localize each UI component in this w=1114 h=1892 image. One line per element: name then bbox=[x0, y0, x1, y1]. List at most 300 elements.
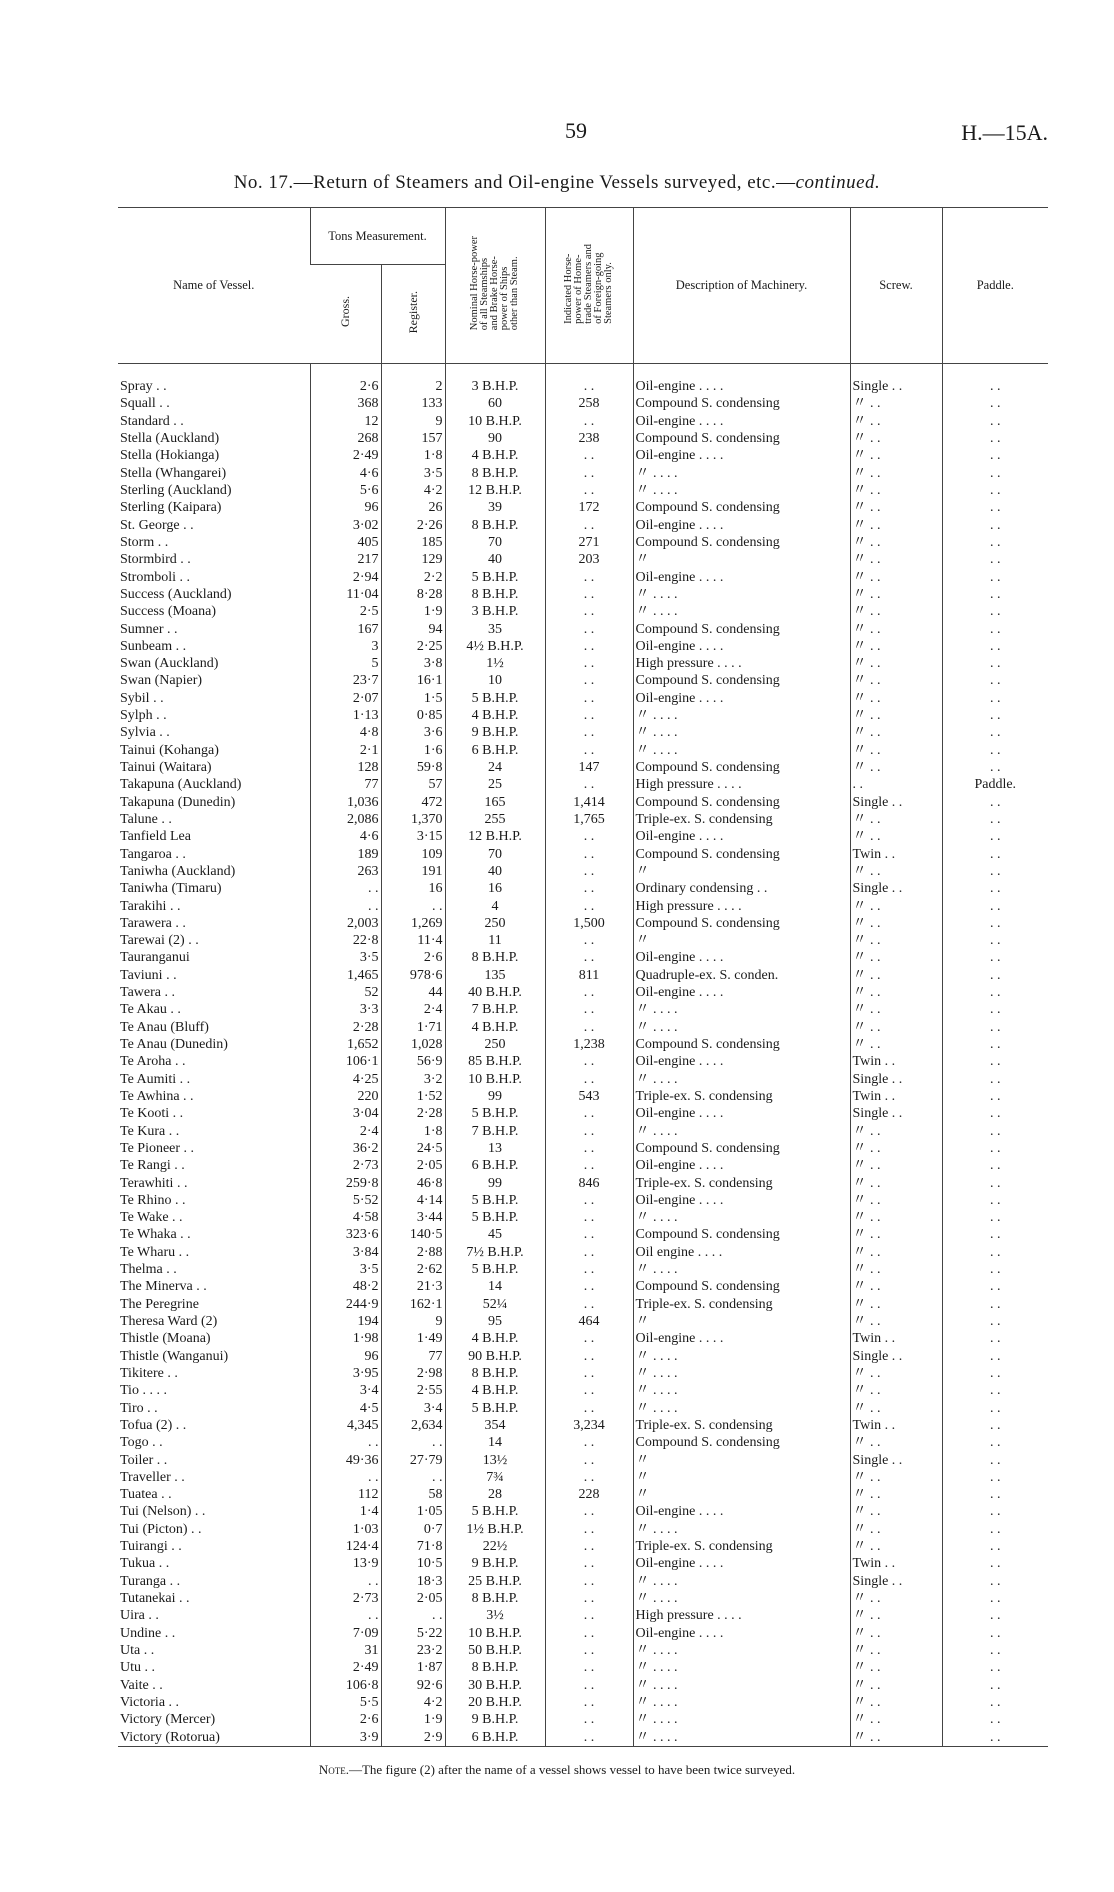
vessel-name-cell: Takapuna (Auckland) bbox=[120, 777, 242, 793]
paddle-cell: . . bbox=[942, 863, 1048, 880]
indicated-hp-cell: . . bbox=[545, 984, 633, 1001]
gross-cell: 3·04 bbox=[310, 1105, 381, 1122]
table-row bbox=[118, 1486, 1048, 1503]
gross-cell: 1,465 bbox=[310, 967, 381, 984]
paddle-cell: . . bbox=[942, 1607, 1048, 1624]
column-header-register-text: Register. bbox=[405, 290, 420, 334]
table-row bbox=[118, 430, 1048, 447]
screw-cell: 〃 . . bbox=[850, 742, 942, 759]
paddle-cell: . . bbox=[942, 620, 1048, 637]
indicated-hp-cell: . . bbox=[545, 1261, 633, 1278]
machinery-cell: Triple-ex. S. condensing bbox=[633, 1538, 850, 1555]
steamer-return-table bbox=[118, 207, 1048, 1747]
table-row bbox=[118, 863, 1048, 880]
gross-cell: 12 bbox=[310, 413, 381, 430]
gross-cell: 96 bbox=[310, 1348, 381, 1365]
nominal-hp-cell: 25 bbox=[445, 776, 545, 793]
gross-cell: 4·5 bbox=[310, 1399, 381, 1416]
register-cell: 140·5 bbox=[381, 1226, 445, 1243]
register-cell: 4·14 bbox=[381, 1192, 445, 1209]
vessel-name-cell: The Minerva . . bbox=[120, 1279, 207, 1295]
paddle-cell: . . bbox=[942, 1538, 1048, 1555]
paddle-cell: . . bbox=[942, 949, 1048, 966]
screw-cell: Twin . . bbox=[850, 1417, 942, 1434]
screw-cell: 〃 . . bbox=[850, 1711, 942, 1728]
register-cell: 27·79 bbox=[381, 1451, 445, 1468]
nominal-hp-cell: 60 bbox=[445, 395, 545, 412]
vessel-name-cell: Talune . . bbox=[120, 811, 172, 827]
register-cell: 11·4 bbox=[381, 932, 445, 949]
gross-cell: 2·07 bbox=[310, 690, 381, 707]
vessel-name-cell: Takapuna (Dunedin) bbox=[120, 794, 236, 810]
machinery-cell: Oil-engine . . . . bbox=[633, 1625, 850, 1642]
paddle-cell: . . bbox=[942, 1313, 1048, 1330]
gross-cell: 259·8 bbox=[310, 1174, 381, 1191]
vessel-name-cell: Sterling (Auckland) bbox=[120, 483, 232, 499]
paddle-cell: . . bbox=[942, 984, 1048, 1001]
nominal-hp-cell: 95 bbox=[445, 1313, 545, 1330]
gross-cell: 2·4 bbox=[310, 1122, 381, 1139]
vessel-name-cell: Te Rhino . . bbox=[120, 1192, 186, 1208]
machinery-cell: Ordinary condensing . . bbox=[633, 880, 850, 897]
nominal-hp-cell: 8 B.H.P. bbox=[445, 949, 545, 966]
table-row bbox=[118, 395, 1048, 412]
register-cell: 0·85 bbox=[381, 707, 445, 724]
nominal-hp-cell: 5 B.H.P. bbox=[445, 1105, 545, 1122]
indicated-hp-cell: . . bbox=[545, 880, 633, 897]
gross-cell: 4·8 bbox=[310, 724, 381, 741]
table-row bbox=[118, 828, 1048, 845]
paddle-cell: . . bbox=[942, 880, 1048, 897]
screw-cell: 〃 . . bbox=[850, 568, 942, 585]
table-row bbox=[118, 1105, 1048, 1122]
screw-cell: 〃 . . bbox=[850, 413, 942, 430]
machinery-cell: Compound S. condensing bbox=[633, 845, 850, 862]
table-title-continued: continued. bbox=[795, 172, 881, 193]
register-cell: 1·9 bbox=[381, 603, 445, 620]
paddle-cell: . . bbox=[942, 551, 1048, 568]
indicated-hp-cell: . . bbox=[545, 707, 633, 724]
nominal-hp-cell: 4 B.H.P. bbox=[445, 1382, 545, 1399]
vessel-name-cell: The Peregrine bbox=[120, 1296, 199, 1312]
screw-cell: 〃 . . bbox=[850, 984, 942, 1001]
gross-cell: 4·6 bbox=[310, 465, 381, 482]
paddle-cell: . . bbox=[942, 828, 1048, 845]
vessel-name-cell: Togo . . bbox=[120, 1435, 163, 1451]
register-cell: 1·8 bbox=[381, 447, 445, 464]
vessel-name-cell: Victory (Rotorua) bbox=[118, 1728, 310, 1746]
gross-cell: 11·04 bbox=[310, 586, 381, 603]
screw-cell: 〃 . . bbox=[850, 690, 942, 707]
nominal-hp-cell: 11 bbox=[445, 932, 545, 949]
vessel-name-cell: Theresa Ward (2) bbox=[120, 1314, 218, 1330]
vessel-name-cell: Taviuni . . bbox=[120, 967, 177, 983]
register-cell: 1·5 bbox=[381, 690, 445, 707]
gross-cell: 1·13 bbox=[310, 707, 381, 724]
register-cell: 2·05 bbox=[381, 1590, 445, 1607]
register-cell: 1·8 bbox=[381, 1122, 445, 1139]
machinery-cell: Compound S. condensing bbox=[633, 759, 850, 776]
register-cell: 2·28 bbox=[381, 1105, 445, 1122]
nominal-hp-cell: 90 bbox=[445, 430, 545, 447]
gross-cell: 3·5 bbox=[310, 949, 381, 966]
table-row bbox=[118, 1642, 1048, 1659]
table-row bbox=[118, 447, 1048, 464]
paddle-cell: . . bbox=[942, 742, 1048, 759]
page-number: 59 bbox=[565, 118, 587, 143]
screw-cell: 〃 . . bbox=[850, 1503, 942, 1520]
screw-cell: 〃 . . bbox=[850, 1001, 942, 1018]
register-cell: 9 bbox=[381, 1313, 445, 1330]
table-row bbox=[118, 1555, 1048, 1572]
register-cell: 162·1 bbox=[381, 1296, 445, 1313]
screw-cell: 〃 . . bbox=[850, 465, 942, 482]
indicated-hp-cell: . . bbox=[545, 776, 633, 793]
paddle-cell: . . bbox=[942, 759, 1048, 776]
paddle-cell: . . bbox=[942, 1694, 1048, 1711]
gross-cell: 3·5 bbox=[310, 1261, 381, 1278]
indicated-hp-cell: . . bbox=[545, 1625, 633, 1642]
indicated-hp-cell: . . bbox=[545, 1192, 633, 1209]
paddle-cell: . . bbox=[942, 672, 1048, 689]
screw-cell: 〃 . . bbox=[850, 1365, 942, 1382]
table-row bbox=[118, 1434, 1048, 1451]
gross-cell: 96 bbox=[310, 499, 381, 516]
indicated-hp-cell: . . bbox=[545, 1105, 633, 1122]
table-row bbox=[118, 364, 1048, 396]
table-row bbox=[118, 1538, 1048, 1555]
register-cell: 57 bbox=[381, 776, 445, 793]
table-row bbox=[118, 1278, 1048, 1295]
paddle-cell: . . bbox=[942, 1417, 1048, 1434]
register-cell: . . bbox=[381, 897, 445, 914]
column-header-nominal-text: Nominal Horse-power of all Steamships and Brake Horse- power of Ships other than Steam. bbox=[469, 236, 521, 331]
gross-cell: . . bbox=[310, 1573, 381, 1590]
indicated-hp-cell: . . bbox=[545, 447, 633, 464]
table-row bbox=[118, 1088, 1048, 1105]
indicated-hp-cell: 464 bbox=[545, 1313, 633, 1330]
vessel-name-cell: Sylvia . . bbox=[120, 725, 170, 741]
machinery-cell: Compound S. condensing bbox=[633, 534, 850, 551]
machinery-cell: Oil-engine . . . . bbox=[633, 1053, 850, 1070]
indicated-hp-cell: . . bbox=[545, 1296, 633, 1313]
register-cell: 133 bbox=[381, 395, 445, 412]
nominal-hp-cell: 40 bbox=[445, 863, 545, 880]
machinery-cell: Triple-ex. S. condensing bbox=[633, 811, 850, 828]
indicated-hp-cell: . . bbox=[545, 1573, 633, 1590]
indicated-hp-cell: . . bbox=[545, 1694, 633, 1711]
table-row bbox=[118, 690, 1048, 707]
gross-cell: 4·6 bbox=[310, 828, 381, 845]
table-row bbox=[118, 620, 1048, 637]
screw-cell: 〃 . . bbox=[850, 1261, 942, 1278]
paddle-cell: . . bbox=[942, 1451, 1048, 1468]
table-row bbox=[118, 1122, 1048, 1139]
nominal-hp-cell: 6 B.H.P. bbox=[445, 1728, 545, 1746]
table-row bbox=[118, 794, 1048, 811]
screw-cell: 〃 . . bbox=[850, 1019, 942, 1036]
screw-cell: Twin . . bbox=[850, 1555, 942, 1572]
indicated-hp-cell: . . bbox=[545, 1711, 633, 1728]
paddle-cell: . . bbox=[942, 1348, 1048, 1365]
machinery-cell: 〃 . . . . bbox=[633, 707, 850, 724]
nominal-hp-cell: 20 B.H.P. bbox=[445, 1694, 545, 1711]
machinery-cell: Oil-engine . . . . bbox=[633, 1105, 850, 1122]
table-row bbox=[118, 1192, 1048, 1209]
machinery-cell: Oil-engine . . . . bbox=[633, 828, 850, 845]
register-cell: . . bbox=[381, 1607, 445, 1624]
register-cell: 2,634 bbox=[381, 1417, 445, 1434]
nominal-hp-cell: 4 bbox=[445, 897, 545, 914]
screw-cell: 〃 . . bbox=[850, 551, 942, 568]
paddle-cell: . . bbox=[942, 1001, 1048, 1018]
vessel-name-cell: Tofua (2) . . bbox=[120, 1417, 187, 1433]
vessel-name-cell: Sunbeam . . bbox=[120, 638, 187, 654]
paddle-cell: . . bbox=[942, 586, 1048, 603]
table-row bbox=[118, 1469, 1048, 1486]
machinery-cell: Compound S. condensing bbox=[633, 1278, 850, 1295]
gross-cell: 2·73 bbox=[310, 1590, 381, 1607]
table-row bbox=[118, 1451, 1048, 1468]
indicated-hp-cell: . . bbox=[545, 863, 633, 880]
machinery-cell: 〃 . . . . bbox=[633, 465, 850, 482]
nominal-hp-cell: 13½ bbox=[445, 1451, 545, 1468]
screw-cell: 〃 . . bbox=[850, 1486, 942, 1503]
screw-cell: 〃 . . bbox=[850, 482, 942, 499]
screw-cell: 〃 . . bbox=[850, 1313, 942, 1330]
indicated-hp-cell: . . bbox=[545, 1226, 633, 1243]
vessel-name-cell: Thistle (Wanganui) bbox=[120, 1348, 229, 1364]
indicated-hp-cell: . . bbox=[545, 949, 633, 966]
table-row bbox=[118, 1296, 1048, 1313]
indicated-hp-cell: . . bbox=[545, 1001, 633, 1018]
gross-cell: 1,036 bbox=[310, 794, 381, 811]
register-cell: 18·3 bbox=[381, 1573, 445, 1590]
vessel-name-cell: Tarewai (2) . . bbox=[120, 933, 199, 949]
table-row bbox=[118, 1503, 1048, 1520]
machinery-cell: Triple-ex. S. condensing bbox=[633, 1417, 850, 1434]
register-cell: 3·15 bbox=[381, 828, 445, 845]
footnote-label: Note. bbox=[318, 1762, 349, 1777]
table-row bbox=[118, 1694, 1048, 1711]
screw-cell: 〃 . . bbox=[850, 1140, 942, 1157]
nominal-hp-cell: 10 B.H.P. bbox=[445, 1071, 545, 1088]
gross-cell: 5·5 bbox=[310, 1694, 381, 1711]
indicated-hp-cell: . . bbox=[545, 1434, 633, 1451]
nominal-hp-cell: 12 B.H.P. bbox=[445, 828, 545, 845]
indicated-hp-cell: . . bbox=[545, 1676, 633, 1693]
gross-cell: 3·95 bbox=[310, 1365, 381, 1382]
table-row bbox=[118, 1140, 1048, 1157]
gross-cell: 128 bbox=[310, 759, 381, 776]
table-row bbox=[118, 1382, 1048, 1399]
nominal-hp-cell: 3 B.H.P. bbox=[445, 364, 545, 396]
screw-cell: 〃 . . bbox=[850, 949, 942, 966]
table-row bbox=[118, 1348, 1048, 1365]
paddle-cell: . . bbox=[942, 1036, 1048, 1053]
register-cell: 77 bbox=[381, 1348, 445, 1365]
screw-cell: . . bbox=[850, 776, 942, 793]
table-row bbox=[118, 1071, 1048, 1088]
vessel-name-cell: Tiro . . bbox=[120, 1400, 158, 1416]
indicated-hp-cell: . . bbox=[545, 828, 633, 845]
table-row bbox=[118, 724, 1048, 741]
register-cell: 1·05 bbox=[381, 1503, 445, 1520]
indicated-hp-cell: . . bbox=[545, 1053, 633, 1070]
table-row bbox=[118, 1573, 1048, 1590]
gross-cell: 220 bbox=[310, 1088, 381, 1105]
indicated-hp-cell: . . bbox=[545, 1330, 633, 1347]
vessel-name-cell: Vaite . . bbox=[120, 1677, 163, 1693]
register-cell: 10·5 bbox=[381, 1555, 445, 1572]
table-row bbox=[118, 1036, 1048, 1053]
vessel-name-cell: Swan (Auckland) bbox=[120, 656, 219, 672]
vessel-name-cell: Te Anau (Dunedin) bbox=[120, 1037, 228, 1053]
indicated-hp-cell: . . bbox=[545, 655, 633, 672]
screw-cell: 〃 . . bbox=[850, 1607, 942, 1624]
vessel-name-cell: Sylph . . bbox=[120, 708, 167, 724]
column-header-screw: Screw. bbox=[850, 208, 942, 364]
indicated-hp-cell: . . bbox=[545, 1451, 633, 1468]
paddle-cell: . . bbox=[942, 1192, 1048, 1209]
machinery-cell: Compound S. condensing bbox=[633, 915, 850, 932]
machinery-cell: Oil-engine . . . . bbox=[633, 413, 850, 430]
paddle-cell: . . bbox=[942, 1296, 1048, 1313]
gross-cell: 23·7 bbox=[310, 672, 381, 689]
indicated-hp-cell: . . bbox=[545, 1642, 633, 1659]
gross-cell: 2·28 bbox=[310, 1019, 381, 1036]
paddle-cell: . . bbox=[942, 1122, 1048, 1139]
register-cell: 978·6 bbox=[381, 967, 445, 984]
table-row bbox=[118, 413, 1048, 430]
register-cell: 5·22 bbox=[381, 1625, 445, 1642]
screw-cell: 〃 . . bbox=[850, 1278, 942, 1295]
vessel-name-cell: Tui (Picton) . . bbox=[120, 1521, 202, 1537]
nominal-hp-cell: 25 B.H.P. bbox=[445, 1573, 545, 1590]
indicated-hp-cell: 172 bbox=[545, 499, 633, 516]
screw-cell: Single . . bbox=[850, 794, 942, 811]
nominal-hp-cell: 5 B.H.P. bbox=[445, 1261, 545, 1278]
table-row bbox=[118, 811, 1048, 828]
nominal-hp-cell: 13 bbox=[445, 1140, 545, 1157]
gross-cell: 194 bbox=[310, 1313, 381, 1330]
paddle-cell: . . bbox=[942, 430, 1048, 447]
nominal-hp-cell: 8 B.H.P. bbox=[445, 517, 545, 534]
gross-cell: 3·84 bbox=[310, 1244, 381, 1261]
vessel-name-cell: Stormbird . . bbox=[120, 552, 191, 568]
vessel-name-cell: Spray . . bbox=[120, 379, 167, 395]
machinery-cell: Compound S. condensing bbox=[633, 499, 850, 516]
indicated-hp-cell: 228 bbox=[545, 1486, 633, 1503]
machinery-cell: Oil-engine . . . . bbox=[633, 517, 850, 534]
machinery-cell: 〃 . . . . bbox=[633, 1261, 850, 1278]
indicated-hp-cell: . . bbox=[545, 517, 633, 534]
indicated-hp-cell: . . bbox=[545, 1555, 633, 1572]
table-row bbox=[118, 482, 1048, 499]
table-row bbox=[118, 1625, 1048, 1642]
register-cell: 2·55 bbox=[381, 1382, 445, 1399]
column-header-gross bbox=[310, 265, 381, 364]
machinery-cell: 〃 . . . . bbox=[633, 1071, 850, 1088]
paddle-cell: . . bbox=[942, 1642, 1048, 1659]
screw-cell: 〃 . . bbox=[850, 1036, 942, 1053]
vessel-name-cell: Tainui (Waitara) bbox=[120, 760, 212, 776]
vessel-name-cell: Terawhiti . . bbox=[120, 1175, 188, 1191]
nominal-hp-cell: 45 bbox=[445, 1226, 545, 1243]
vessel-name-cell: Traveller . . bbox=[120, 1469, 185, 1485]
paddle-cell: . . bbox=[942, 1676, 1048, 1693]
paddle-cell: . . bbox=[942, 499, 1048, 516]
vessel-name-cell: Stella (Auckland) bbox=[120, 431, 220, 447]
vessel-name-cell: Te Akau . . bbox=[120, 1002, 181, 1018]
register-cell: 1·71 bbox=[381, 1019, 445, 1036]
table-row bbox=[118, 1676, 1048, 1693]
indicated-hp-cell: . . bbox=[545, 1521, 633, 1538]
screw-cell: 〃 . . bbox=[850, 759, 942, 776]
register-cell: 4·2 bbox=[381, 1694, 445, 1711]
register-cell: 46·8 bbox=[381, 1174, 445, 1191]
machinery-cell: 〃 . . . . bbox=[633, 1365, 850, 1382]
table-row bbox=[118, 551, 1048, 568]
paddle-cell: . . bbox=[942, 1174, 1048, 1191]
machinery-cell: 〃 . . . . bbox=[633, 742, 850, 759]
screw-cell: 〃 . . bbox=[850, 620, 942, 637]
paddle-cell: . . bbox=[942, 395, 1048, 412]
screw-cell: 〃 . . bbox=[850, 1642, 942, 1659]
machinery-cell: 〃 . . . . bbox=[633, 1676, 850, 1693]
vessel-name-cell: Te Rangi . . bbox=[120, 1158, 185, 1174]
screw-cell: 〃 . . bbox=[850, 1659, 942, 1676]
screw-cell: Single . . bbox=[850, 1105, 942, 1122]
register-cell: 3·5 bbox=[381, 465, 445, 482]
paddle-cell: . . bbox=[942, 534, 1048, 551]
vessel-name-cell: Success (Moana) bbox=[120, 604, 217, 620]
vessel-name-cell: Thelma . . bbox=[120, 1262, 177, 1278]
indicated-hp-cell: . . bbox=[545, 742, 633, 759]
paddle-cell: . . bbox=[942, 1053, 1048, 1070]
register-cell: 2·2 bbox=[381, 568, 445, 585]
screw-cell: 〃 . . bbox=[850, 655, 942, 672]
machinery-cell: 〃 . . . . bbox=[633, 482, 850, 499]
register-cell: 3·8 bbox=[381, 655, 445, 672]
nominal-hp-cell: 5 B.H.P. bbox=[445, 1209, 545, 1226]
paddle-cell: . . bbox=[942, 967, 1048, 984]
nominal-hp-cell: 165 bbox=[445, 794, 545, 811]
machinery-cell: 〃 . . . . bbox=[633, 1001, 850, 1018]
gross-cell: 3 bbox=[310, 638, 381, 655]
nominal-hp-cell: 3½ bbox=[445, 1607, 545, 1624]
screw-cell: 〃 . . bbox=[850, 1157, 942, 1174]
gross-cell: 112 bbox=[310, 1486, 381, 1503]
nominal-hp-cell: 250 bbox=[445, 1036, 545, 1053]
machinery-cell: High pressure . . . . bbox=[633, 776, 850, 793]
screw-cell: 〃 . . bbox=[850, 828, 942, 845]
table-row bbox=[118, 759, 1048, 776]
vessel-name-cell: Turanga . . bbox=[120, 1573, 181, 1589]
screw-cell: 〃 . . bbox=[850, 1296, 942, 1313]
vessel-name-cell: Tawera . . bbox=[120, 985, 175, 1001]
register-cell: 2·98 bbox=[381, 1365, 445, 1382]
machinery-cell: 〃 bbox=[633, 551, 850, 568]
indicated-hp-cell: . . bbox=[545, 1157, 633, 1174]
screw-cell: Single . . bbox=[850, 364, 942, 396]
machinery-cell: Compound S. condensing bbox=[633, 620, 850, 637]
nominal-hp-cell: 8 B.H.P. bbox=[445, 1659, 545, 1676]
machinery-cell: 〃 . . . . bbox=[633, 1590, 850, 1607]
gross-cell: 52 bbox=[310, 984, 381, 1001]
gross-cell: 1·03 bbox=[310, 1521, 381, 1538]
column-header-name: Name of Vessel. bbox=[118, 208, 310, 364]
